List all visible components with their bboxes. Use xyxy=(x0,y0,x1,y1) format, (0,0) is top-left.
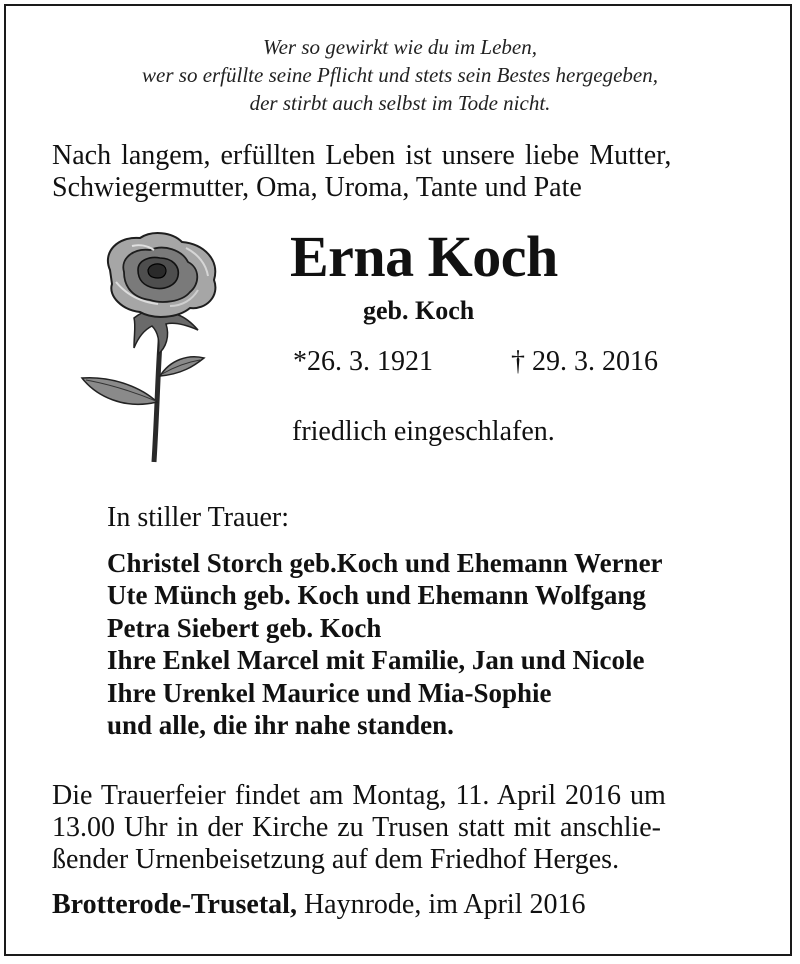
funeral-line: 13.00 Uhr in der Kirche zu Trusen statt mit anschlie- xyxy=(52,812,662,843)
place-rest: Haynrode, im April 2016 xyxy=(296,889,586,920)
place-date xyxy=(52,888,585,922)
mourner-line: Ihre Urenkel Maurice und Mia-Sophie xyxy=(107,678,552,708)
mourning-heading: In stiller Trauer: xyxy=(107,502,289,533)
mourner-line: Ihre Enkel Marcel mit Familie, Jan und Nicole xyxy=(107,645,645,675)
motto-line: wer so erfüllte seine Pflicht und stets sein Bestes hergegeben, xyxy=(142,63,658,87)
deceased-name: Erna Koch xyxy=(290,224,558,289)
mourner-line: Petra Siebert geb. Koch xyxy=(107,613,382,643)
intro-line: Nach langem, erfüllten Leben ist unsere liebe Mutter, xyxy=(52,140,672,171)
birth-name: geb. Koch xyxy=(363,296,475,325)
funeral-line: Die Trauerfeier findet am Montag, 11. April 2016 um xyxy=(52,780,666,811)
mourner-line: Ute Münch geb. Koch und Ehemann Wolfgang xyxy=(107,580,646,610)
intro-line: Schwiegermutter, Oma, Uroma, Tante und Pate xyxy=(52,172,582,203)
motto-line: der stirbt auch selbst im Tode nicht. xyxy=(249,91,551,115)
birth-date: *26. 3. 1921 xyxy=(293,346,433,377)
rose-icon xyxy=(74,226,234,464)
mourner-line: und alle, die ihr nahe standen. xyxy=(107,710,454,740)
death-date: † 29. 3. 2016 xyxy=(511,346,658,377)
funeral-line: ßender Urnenbeisetzung auf dem Friedhof Herges. xyxy=(52,844,620,875)
motto-line: Wer so gewirkt wie du im Leben, xyxy=(263,35,537,59)
passing-note: friedlich eingeschlafen. xyxy=(292,416,555,447)
place-bold: Brotterode-Trusetal, xyxy=(52,889,297,920)
mourner-line: Christel Storch geb.Koch und Ehemann Werner xyxy=(107,548,663,578)
